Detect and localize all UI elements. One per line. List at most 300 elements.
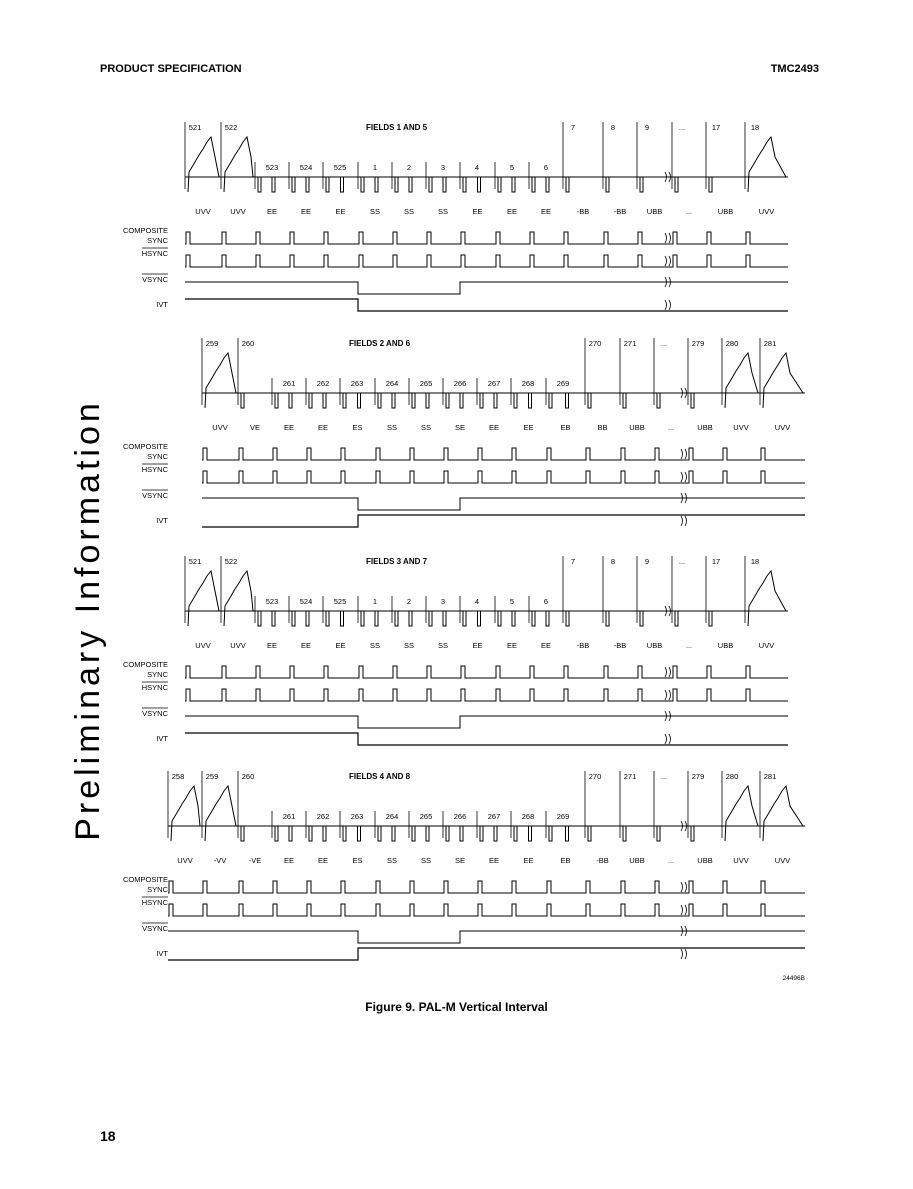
sync-pulse xyxy=(463,611,466,626)
label-vsync: VSYNC xyxy=(142,275,168,284)
break-stroke xyxy=(685,516,687,526)
break-stroke xyxy=(685,882,687,892)
sync-pulse xyxy=(378,393,381,408)
line-code: EE xyxy=(523,856,534,865)
line-number-mid: 265 xyxy=(419,812,433,821)
break-stroke xyxy=(681,516,683,526)
break-stroke xyxy=(669,300,671,310)
line-code: UBB xyxy=(697,856,713,865)
line-number-mid: 525 xyxy=(333,597,347,606)
sync-pulse xyxy=(429,611,432,626)
line-number-top: 522 xyxy=(224,123,238,132)
label-sync: SYNC xyxy=(147,236,168,245)
sync-pulse xyxy=(258,177,261,192)
break-stroke xyxy=(665,256,667,266)
line-code: -VE xyxy=(248,856,262,865)
line-number-mid: 524 xyxy=(299,163,313,172)
sync-pulse xyxy=(306,611,309,626)
video-ramp xyxy=(748,571,786,626)
sync-pulse xyxy=(480,826,483,841)
sync-pulse xyxy=(529,826,532,841)
line-number-top: 271 xyxy=(623,772,637,781)
sync-pulse xyxy=(566,826,569,841)
field-title: FIELDS 4 AND 8 xyxy=(349,772,411,781)
sync-pulse xyxy=(446,393,449,408)
line-number-top: 259 xyxy=(205,339,219,348)
label-composite: COMPOSITE xyxy=(122,226,168,235)
sync-pulse xyxy=(412,393,415,408)
sync-pulse xyxy=(566,611,569,626)
line-number-mid: 261 xyxy=(282,379,296,388)
sync-pulse xyxy=(446,826,449,841)
line-number-top: 18 xyxy=(750,123,760,132)
line-code: UBB xyxy=(646,207,663,216)
sync-pulse xyxy=(478,611,481,626)
break-stroke xyxy=(665,667,667,677)
sync-pulse xyxy=(375,611,378,626)
break-mark xyxy=(665,300,671,310)
break-stroke xyxy=(681,905,683,915)
line-code: UBB xyxy=(697,423,713,432)
label-vsync: VSYNC xyxy=(142,924,168,933)
break-stroke xyxy=(681,449,683,459)
composite-sync-wave xyxy=(185,666,788,678)
sync-pulse xyxy=(358,826,361,841)
line-code: EB xyxy=(560,423,571,432)
hsync-wave xyxy=(185,255,788,267)
break-stroke xyxy=(669,734,671,744)
ivt-wave xyxy=(185,733,788,745)
line-code: SS xyxy=(403,207,415,216)
sync-pulse xyxy=(623,826,626,841)
line-code: -VV xyxy=(213,856,227,865)
line-code: UVV xyxy=(195,641,211,650)
line-code: UVV xyxy=(758,207,775,216)
line-code: EE xyxy=(317,856,329,865)
video-ramp xyxy=(171,786,200,841)
line-number-top: 280 xyxy=(725,339,739,348)
line-number-top: 260 xyxy=(241,772,255,781)
line-number-mid: 4 xyxy=(474,163,480,172)
line-number-mid: 267 xyxy=(487,812,501,821)
line-number-mid: 3 xyxy=(440,163,446,172)
line-number-top: 259 xyxy=(205,772,219,781)
break-mark xyxy=(681,449,687,459)
sync-pulse xyxy=(588,826,591,841)
figure-caption: Figure 9. PAL-M Vertical Interval xyxy=(365,1000,548,1014)
video-ramp xyxy=(205,353,236,408)
vsync-wave xyxy=(185,716,788,728)
sync-pulse xyxy=(341,177,344,192)
line-code: SS xyxy=(420,856,432,865)
label-vsync: VSYNC xyxy=(142,709,168,718)
sync-pulse xyxy=(343,393,346,408)
line-code: UVV xyxy=(733,423,749,432)
line-number-mid: 269 xyxy=(556,379,570,388)
break-mark xyxy=(681,949,687,959)
line-number-top: ... xyxy=(660,772,668,781)
line-number-mid: 263 xyxy=(350,812,364,821)
line-number-top: 280 xyxy=(725,772,739,781)
video-ramp xyxy=(763,786,803,841)
line-number-mid: 523 xyxy=(265,163,279,172)
break-stroke xyxy=(685,949,687,959)
line-code: EE xyxy=(335,207,346,216)
label-composite: COMPOSITE xyxy=(122,875,168,884)
break-mark xyxy=(665,734,671,744)
sync-pulse xyxy=(460,393,463,408)
break-stroke xyxy=(685,905,687,915)
line-number-mid: 264 xyxy=(385,812,399,821)
line-code: SS xyxy=(386,856,398,865)
line-number-top: 271 xyxy=(623,339,637,348)
sync-pulse xyxy=(546,177,549,192)
sync-pulse xyxy=(532,611,535,626)
line-number-mid: 1 xyxy=(372,597,378,606)
vsync-wave xyxy=(202,498,805,510)
label-ivt: IVT xyxy=(156,734,168,743)
header-left: PRODUCT SPECIFICATION xyxy=(100,63,242,75)
sync-pulse xyxy=(272,611,275,626)
break-mark xyxy=(665,667,671,677)
line-code: EE xyxy=(506,641,518,650)
break-mark xyxy=(681,472,687,482)
video-ramp xyxy=(224,571,253,626)
sync-pulse xyxy=(494,393,497,408)
line-code: EE xyxy=(472,641,483,650)
label-sync: SYNC xyxy=(147,670,168,679)
label-vsync: VSYNC xyxy=(142,491,168,500)
vsync-wave xyxy=(168,931,805,943)
line-number-mid: 266 xyxy=(453,379,467,388)
sync-pulse xyxy=(429,177,432,192)
line-number-mid: 1 xyxy=(372,163,378,172)
line-number-top: 7 xyxy=(570,123,576,132)
line-number-top: 17 xyxy=(711,123,721,132)
break-mark xyxy=(665,690,671,700)
break-mark xyxy=(681,905,687,915)
sync-pulse xyxy=(691,393,694,408)
sync-pulse xyxy=(309,826,312,841)
line-number-mid: 6 xyxy=(543,597,549,606)
line-number-top: 8 xyxy=(610,557,616,566)
line-code: EE xyxy=(283,856,295,865)
break-stroke xyxy=(669,667,671,677)
sync-pulse xyxy=(361,177,364,192)
sync-pulse xyxy=(409,611,412,626)
line-number-mid: 265 xyxy=(419,379,433,388)
line-code: ES xyxy=(352,856,363,865)
sync-pulse xyxy=(395,177,398,192)
line-code: UBB xyxy=(629,856,645,865)
line-number-top: ... xyxy=(678,557,686,566)
sync-pulse xyxy=(309,393,312,408)
sync-pulse xyxy=(241,393,244,408)
sync-pulse xyxy=(498,611,501,626)
sync-pulse xyxy=(326,177,329,192)
line-number-top: 9 xyxy=(644,557,650,566)
sync-pulse xyxy=(657,393,660,408)
line-code: EE xyxy=(335,641,346,650)
sync-pulse xyxy=(275,826,278,841)
break-stroke xyxy=(681,472,683,482)
line-number-top: 522 xyxy=(224,557,238,566)
sync-pulse xyxy=(640,611,643,626)
line-code: UBB xyxy=(717,207,734,216)
hsync-wave xyxy=(168,904,805,916)
line-code: UBB xyxy=(646,641,663,650)
sync-pulse xyxy=(606,611,609,626)
line-number-top: 521 xyxy=(188,123,202,132)
sync-pulse xyxy=(426,826,429,841)
sync-pulse xyxy=(460,826,463,841)
line-number-top: 260 xyxy=(241,339,255,348)
line-code: SS xyxy=(403,641,415,650)
video-ramp xyxy=(763,353,803,408)
line-number-top: ... xyxy=(660,339,668,348)
video-ramp xyxy=(188,137,219,192)
ivt-wave xyxy=(185,299,788,311)
sync-pulse xyxy=(498,177,501,192)
break-stroke xyxy=(665,734,667,744)
ivt-wave xyxy=(168,948,805,960)
sync-pulse xyxy=(623,393,626,408)
break-mark xyxy=(681,882,687,892)
line-code: EE xyxy=(540,641,552,650)
line-number-mid: 525 xyxy=(333,163,347,172)
video-ramp xyxy=(224,137,253,192)
line-number-mid: 262 xyxy=(316,379,330,388)
sync-pulse xyxy=(463,177,466,192)
label-composite: COMPOSITE xyxy=(122,442,168,451)
sync-pulse xyxy=(532,177,535,192)
vsync-wave xyxy=(185,282,788,294)
ivt-wave xyxy=(202,515,805,527)
hsync-wave xyxy=(185,689,788,701)
break-stroke xyxy=(685,472,687,482)
line-code: EE xyxy=(300,207,312,216)
break-stroke xyxy=(665,233,667,243)
line-number-top: ... xyxy=(678,123,686,132)
line-code: UVV xyxy=(230,207,246,216)
sync-pulse xyxy=(512,611,515,626)
sync-pulse xyxy=(378,826,381,841)
sync-pulse xyxy=(443,611,446,626)
field-title: FIELDS 3 AND 7 xyxy=(366,557,428,566)
sync-pulse xyxy=(588,393,591,408)
line-number-mid: 269 xyxy=(556,812,570,821)
line-code: EE xyxy=(317,423,329,432)
line-code: UBB xyxy=(629,423,645,432)
line-code: EE xyxy=(472,207,483,216)
sync-pulse xyxy=(657,826,660,841)
line-number-mid: 3 xyxy=(440,597,446,606)
sync-pulse xyxy=(289,826,292,841)
break-stroke xyxy=(681,882,683,892)
break-stroke xyxy=(685,449,687,459)
line-code: ... xyxy=(685,641,693,650)
line-number-mid: 267 xyxy=(487,379,501,388)
break-mark xyxy=(665,233,671,243)
line-code: -BB xyxy=(613,641,627,650)
composite-sync-wave xyxy=(202,448,805,460)
hsync-wave xyxy=(202,471,805,483)
sync-pulse xyxy=(343,826,346,841)
line-number-top: 7 xyxy=(570,557,576,566)
line-code: SE xyxy=(454,856,466,865)
label-composite: COMPOSITE xyxy=(122,660,168,669)
line-number-mid: 524 xyxy=(299,597,313,606)
side-watermark: Preliminary Information xyxy=(69,399,107,841)
line-number-top: 279 xyxy=(691,339,705,348)
sync-pulse xyxy=(480,393,483,408)
line-code: SE xyxy=(454,423,466,432)
line-number-mid: 264 xyxy=(385,379,399,388)
sync-pulse xyxy=(341,611,344,626)
line-number-top: 258 xyxy=(171,772,185,781)
line-code: SS xyxy=(369,207,381,216)
sync-pulse xyxy=(546,611,549,626)
line-code: ... xyxy=(667,423,675,432)
label-ivt: IVT xyxy=(156,300,168,309)
line-code: BB xyxy=(597,423,608,432)
line-number-mid: 5 xyxy=(509,597,515,606)
sync-pulse xyxy=(529,393,532,408)
line-number-top: 9 xyxy=(644,123,650,132)
line-code: -BB xyxy=(576,207,590,216)
break-mark xyxy=(681,516,687,526)
line-code: SS xyxy=(437,207,449,216)
break-mark xyxy=(665,256,671,266)
sync-pulse xyxy=(512,177,515,192)
sync-pulse xyxy=(566,177,569,192)
line-code: SS xyxy=(369,641,381,650)
label-sync: SYNC xyxy=(147,885,168,894)
line-code: UVV xyxy=(230,641,246,650)
sync-pulse xyxy=(514,393,517,408)
line-code: -BB xyxy=(596,856,609,865)
label-ivt: IVT xyxy=(156,949,168,958)
line-code: SS xyxy=(437,641,449,650)
line-code: UVV xyxy=(758,641,775,650)
line-number-mid: 2 xyxy=(406,163,412,172)
sync-pulse xyxy=(675,611,678,626)
line-number-mid: 523 xyxy=(265,597,279,606)
line-code: UVV xyxy=(774,856,791,865)
sync-pulse xyxy=(514,826,517,841)
line-number-mid: 266 xyxy=(453,812,467,821)
label-hsync: HSYNC xyxy=(141,898,168,907)
sync-pulse xyxy=(326,611,329,626)
sync-pulse xyxy=(241,826,244,841)
line-code: EE xyxy=(283,423,295,432)
line-number-mid: 268 xyxy=(521,379,535,388)
line-number-mid: 261 xyxy=(282,812,296,821)
line-code: VE xyxy=(249,423,261,432)
label-hsync: HSYNC xyxy=(141,249,168,258)
line-number-top: 8 xyxy=(610,123,616,132)
line-number-top: 17 xyxy=(711,557,721,566)
sync-pulse xyxy=(272,177,275,192)
label-sync: SYNC xyxy=(147,452,168,461)
line-code: EE xyxy=(488,856,500,865)
line-number-top: 281 xyxy=(763,339,777,348)
line-number-mid: 5 xyxy=(509,163,515,172)
label-hsync: HSYNC xyxy=(141,683,168,692)
sync-pulse xyxy=(258,611,261,626)
line-number-top: 18 xyxy=(750,557,760,566)
line-code: ... xyxy=(685,207,693,216)
sync-pulse xyxy=(494,826,497,841)
line-number-top: 279 xyxy=(691,772,705,781)
sync-pulse xyxy=(426,393,429,408)
line-number-mid: 268 xyxy=(521,812,535,821)
sync-pulse xyxy=(323,826,326,841)
line-code: EB xyxy=(560,856,571,865)
break-stroke xyxy=(665,690,667,700)
sync-pulse xyxy=(675,177,678,192)
line-code: UBB xyxy=(717,641,734,650)
line-code: UVV xyxy=(195,207,211,216)
break-stroke xyxy=(669,690,671,700)
sync-pulse xyxy=(549,393,552,408)
sync-pulse xyxy=(606,177,609,192)
page-number: 18 xyxy=(100,1128,116,1144)
header-right: TMC2493 xyxy=(770,63,819,75)
line-code: -BB xyxy=(613,207,627,216)
sync-pulse xyxy=(640,177,643,192)
break-stroke xyxy=(665,300,667,310)
line-code: UVV xyxy=(212,423,228,432)
line-code: EE xyxy=(488,423,500,432)
sync-pulse xyxy=(323,393,326,408)
video-ramp xyxy=(188,571,219,626)
line-code: EE xyxy=(266,641,278,650)
sync-pulse xyxy=(395,611,398,626)
line-code: UVV xyxy=(177,856,193,865)
line-code: EE xyxy=(300,641,312,650)
line-code: EE xyxy=(266,207,278,216)
figure-id: 24496B xyxy=(782,975,805,982)
line-number-mid: 262 xyxy=(316,812,330,821)
line-number-mid: 4 xyxy=(474,597,480,606)
sync-pulse xyxy=(566,393,569,408)
line-number-mid: 6 xyxy=(543,163,549,172)
sync-pulse xyxy=(709,611,712,626)
sync-pulse xyxy=(361,611,364,626)
line-number-top: 270 xyxy=(588,772,602,781)
sync-pulse xyxy=(409,177,412,192)
line-number-top: 281 xyxy=(763,772,777,781)
sync-pulse xyxy=(375,177,378,192)
label-hsync: HSYNC xyxy=(141,465,168,474)
sync-pulse xyxy=(292,177,295,192)
video-ramp xyxy=(725,786,758,841)
sync-pulse xyxy=(478,177,481,192)
video-ramp xyxy=(748,137,786,192)
line-code: ES xyxy=(352,423,363,432)
line-code: SS xyxy=(420,423,432,432)
break-stroke xyxy=(669,256,671,266)
sync-pulse xyxy=(392,826,395,841)
line-code: EE xyxy=(506,207,518,216)
line-number-mid: 2 xyxy=(406,597,412,606)
break-stroke xyxy=(669,233,671,243)
sync-pulse xyxy=(358,393,361,408)
line-code: UVV xyxy=(733,856,749,865)
composite-sync-wave xyxy=(185,232,788,244)
sync-pulse xyxy=(306,177,309,192)
